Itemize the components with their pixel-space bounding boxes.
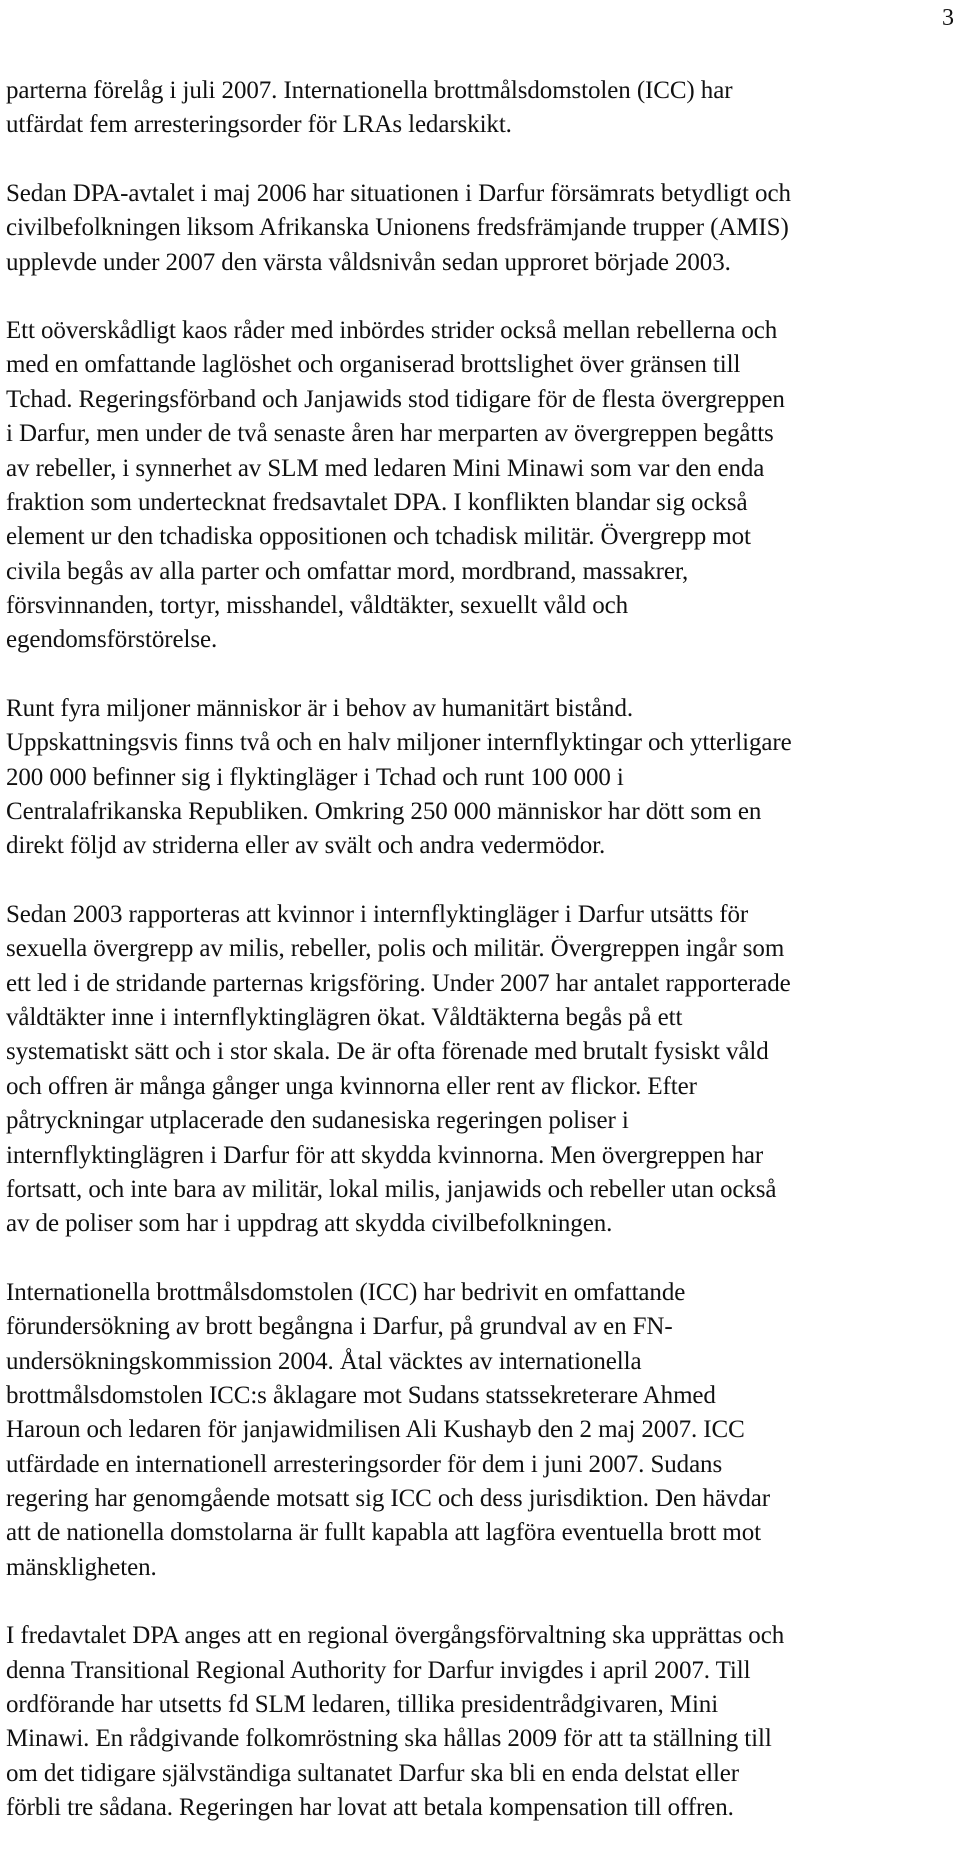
- text-line: att de nationella domstolarna är fullt kapabla att lagföra eventuella brott mot: [6, 1519, 762, 1547]
- document-body: [6, 74, 946, 1826]
- text-line: och offren är många gånger unga kvinnorna eller rent av flickor. Efter: [6, 1072, 697, 1100]
- text-line: Minawi. En rådgivande folkomröstning ska hållas 2009 för att ta ställning till: [6, 1725, 772, 1753]
- text-line: våldtäkter inne i internflyktinglägren ökat. Våldtäkterna begås på ett: [6, 1003, 683, 1031]
- text-line: i Darfur, men under de två senaste åren har merparten av övergreppen begåtts: [6, 420, 774, 448]
- text-line: försvinnanden, tortyr, misshandel, våldtäkter, sexuellt våld och: [6, 592, 628, 620]
- text-line: civila begås av alla parter och omfattar mord, mordbrand, massakrer,: [6, 557, 689, 585]
- text-line: egendomsförstörelse.: [6, 626, 218, 654]
- text-line: Sedan 2003 rapporteras att kvinnor i internflyktingläger i Darfur utsätts för: [6, 900, 749, 928]
- text-line: utfärdade en internationell arresteringsorder för dem i juni 2007. Sudans: [6, 1450, 723, 1478]
- text-line: Tchad. Regeringsförband och Janjawids stod tidigare för de flesta övergreppen: [6, 385, 785, 413]
- text-line: om det tidigare självständiga sultanatet Darfur ska bli en enda delstat eller: [6, 1759, 740, 1787]
- text-line: mänskligheten.: [6, 1553, 157, 1581]
- text-line: ordförande har utsetts fd SLM ledaren, tillika presidentrådgivaren, Mini: [6, 1691, 719, 1719]
- paragraph-6: [6, 1276, 946, 1586]
- text-line: utfärdat fem arresteringsorder för LRAs ledarskikt.: [6, 111, 512, 139]
- text-line: av rebeller, i synnerhet av SLM med ledaren Mini Minawi som var den enda: [6, 454, 765, 482]
- text-line: systematiskt sätt och i stor skala. De är ofta förenade med brutalt fysiskt våld: [6, 1038, 769, 1066]
- text-line: direkt följd av striderna eller av svält och andra vedermödor.: [6, 832, 606, 860]
- paragraph-1: [6, 74, 946, 143]
- text-line: upplevde under 2007 den värsta våldsnivån sedan upproret började 2003.: [6, 248, 731, 276]
- text-line: civilbefolkningen liksom Afrikanska Unionens fredsfrämjande trupper (AMIS): [6, 214, 789, 242]
- text-line: påtryckningar utplacerade den sudanesiska regeringen poliser i: [6, 1107, 629, 1135]
- text-line: med en omfattande laglöshet och organiserad brottslighet över gränsen till: [6, 351, 741, 379]
- text-line: parterna förelåg i juli 2007. Internationella brottmålsdomstolen (ICC) har: [6, 77, 733, 104]
- text-line: denna Transitional Regional Authority for Darfur invigdes i april 2007. Till: [6, 1656, 751, 1684]
- text-line: I fredavtalet DPA anges att en regional övergångsförvaltning ska upprättas och: [6, 1622, 785, 1650]
- text-line: Haroun och ledaren för janjawidmilisen Ali Kushayb den 2 maj 2007. ICC: [6, 1416, 745, 1444]
- text-line: 200 000 befinner sig i flyktingläger i Tchad och runt 100 000 i: [6, 763, 624, 791]
- text-line: Runt fyra miljoner människor är i behov av humanitärt bistånd.: [6, 694, 633, 722]
- paragraph-2: [6, 177, 946, 280]
- text-line: förundersökning av brott begångna i Darfur, på grundval av en FN-: [6, 1313, 673, 1341]
- text-line: regering har genomgående motsatt sig ICC och dess jurisdiktion. Den hävdar: [6, 1485, 770, 1513]
- text-line: Centralafrikanska Republiken. Omkring 250 000 människor har dött som en: [6, 798, 762, 826]
- paragraph-5: [6, 898, 946, 1242]
- page-number: 3: [942, 5, 954, 31]
- paragraph-3: [6, 314, 946, 658]
- text-line: undersökningskommission 2004. Åtal väcktes av internationella: [6, 1347, 642, 1375]
- text-line: Sedan DPA-avtalet i maj 2006 har situationen i Darfur försämrats betydligt och: [6, 179, 791, 207]
- text-line: Ett oöverskådligt kaos råder med inbördes strider också mellan rebellerna och: [6, 316, 778, 344]
- text-line: förbli tre sådana. Regeringen har lovat att betala kompensation till offren.: [6, 1794, 734, 1822]
- text-line: internflyktinglägren i Darfur för att skydda kvinnorna. Men övergreppen har: [6, 1141, 764, 1169]
- text-line: brottmålsdomstolen ICC:s åklagare mot Sudans statssekreterare Ahmed: [6, 1381, 716, 1409]
- text-line: Internationella brottmålsdomstolen (ICC) har bedrivit en omfattande: [6, 1278, 686, 1306]
- text-line: sexuella övergrepp av milis, rebeller, polis och militär. Övergreppen ingår som: [6, 935, 785, 963]
- text-line: fortsatt, och inte bara av militär, lokal milis, janjawids och rebeller utan också: [6, 1175, 777, 1203]
- text-line: fraktion som undertecknat fredsavtalet DPA. I konflikten blandar sig också: [6, 488, 748, 516]
- text-line: ett led i de stridande parternas krigsföring. Under 2007 har antalet rapporterade: [6, 969, 791, 997]
- text-line: element ur den tchadiska oppositionen och tchadisk militär. Övergrepp mot: [6, 523, 751, 551]
- paragraph-4: [6, 692, 946, 864]
- text-line: av de poliser som har i uppdrag att skydda civilbefolkningen.: [6, 1210, 613, 1238]
- paragraph-7: [6, 1619, 946, 1825]
- text-line: Uppskattningsvis finns två och en halv miljoner internflyktingar och ytterligare: [6, 729, 792, 757]
